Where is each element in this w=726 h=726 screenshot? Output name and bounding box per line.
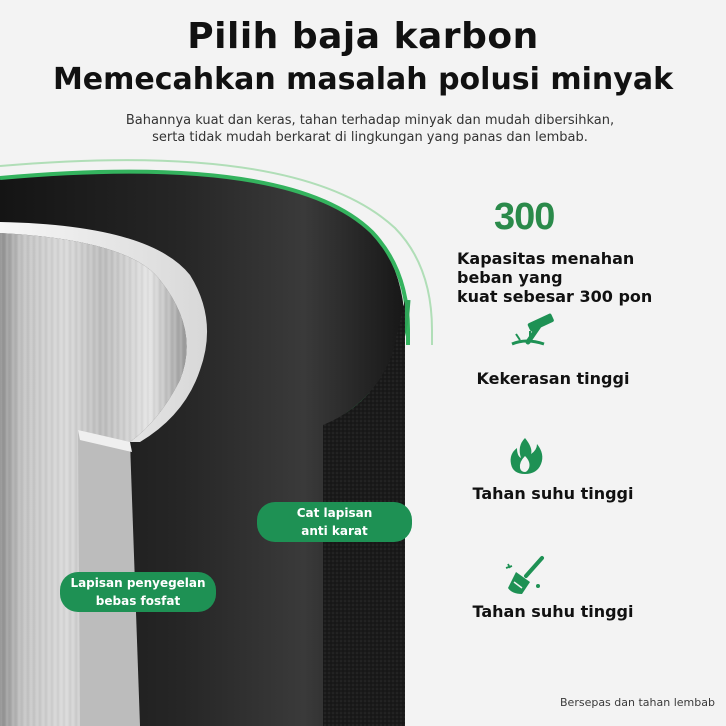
- callout-line: Cat lapisan: [296, 506, 373, 520]
- description: [0, 112, 726, 146]
- feature-label-heat: Tahan suhu tinggi: [472, 484, 634, 503]
- capacity-label-line: kuat sebesar 300 pon: [457, 287, 653, 306]
- capacity-label-line: Kapasitas menahan: [457, 249, 635, 268]
- watermark: Bersepas dan tahan lembab: [560, 696, 715, 709]
- capacity-label: [457, 249, 717, 306]
- description-line: serta tidak mudah berkarat di lingkungan yang panas dan lembab.: [152, 130, 588, 145]
- hammer-icon: [512, 313, 554, 344]
- callout-sealing-layer: [60, 572, 216, 612]
- callout-anti-rust-coating: [257, 502, 412, 542]
- feature-label-hardness: Kekerasan tinggi: [476, 369, 630, 388]
- page-title: Pilih baja karbon: [187, 16, 539, 57]
- callout-line: Lapisan penyegelan: [70, 576, 206, 590]
- feature-label-clean: Tahan suhu tinggi: [472, 602, 634, 621]
- page-subtitle: Memecahkan masalah polusi minyak: [52, 62, 674, 97]
- capacity-label-line: beban yang: [457, 268, 563, 287]
- callout-line: anti karat: [301, 524, 368, 538]
- capacity-number: 300: [494, 196, 555, 238]
- callout-line: bebas fosfat: [95, 594, 181, 608]
- flame-icon: [511, 438, 543, 474]
- description-line: Bahannya kuat dan keras, tahan terhadap minyak dan mudah dibersihkan,: [125, 113, 615, 128]
- broom-icon: [506, 558, 542, 594]
